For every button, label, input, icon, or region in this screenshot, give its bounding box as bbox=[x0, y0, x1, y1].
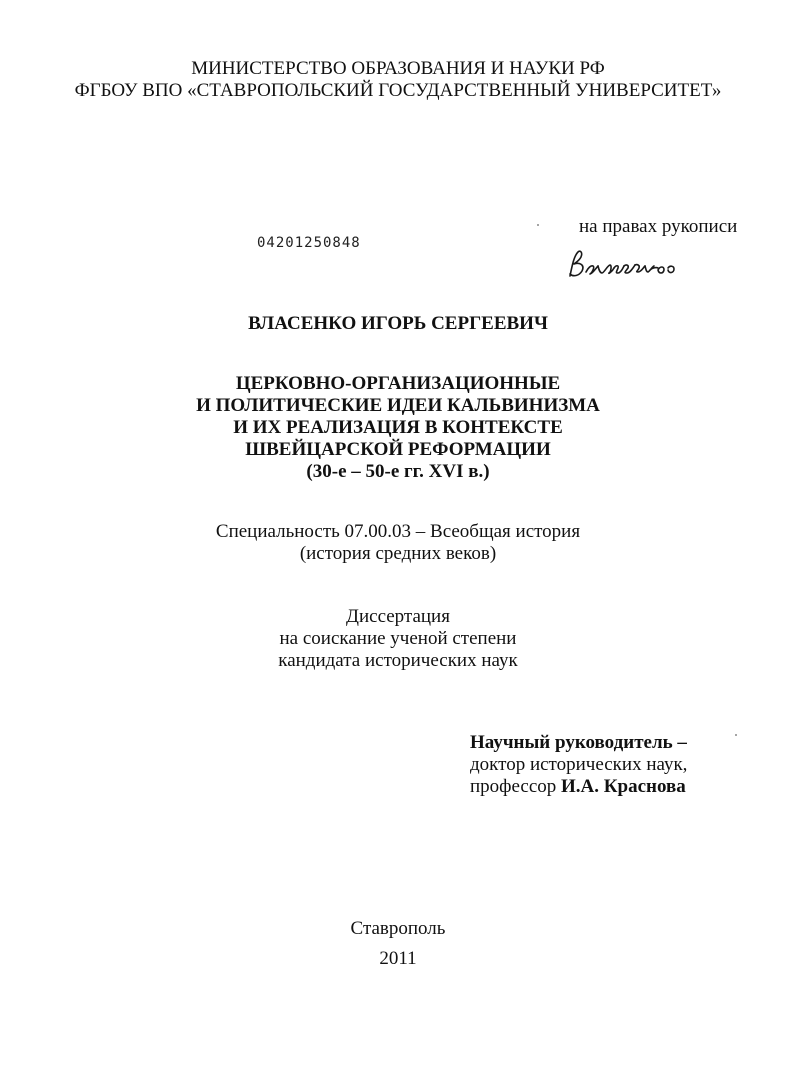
specialty-subline: (история средних веков) bbox=[299, 543, 497, 564]
dissertation-field-line: кандидата исторических наук bbox=[278, 650, 518, 671]
speck-dot bbox=[537, 224, 539, 226]
speck-dot-2 bbox=[735, 734, 737, 736]
author-name: ВЛАСЕНКО ИГОРЬ СЕРГЕЕВИЧ bbox=[248, 313, 548, 334]
city: Ставрополь bbox=[350, 918, 446, 939]
dissertation-label: Диссертация bbox=[346, 606, 450, 627]
title-line-4: ШВЕЙЦАРСКОЙ РЕФОРМАЦИИ bbox=[245, 439, 551, 460]
specialty-line: Специальность 07.00.03 – Всеобщая история bbox=[215, 521, 581, 542]
ministry-header: МИНИСТЕРСТВО ОБРАЗОВАНИЯ И НАУКИ РФ bbox=[191, 58, 605, 79]
supervisor-degree: доктор исторических наук, bbox=[470, 754, 688, 775]
supervisor-name: И.А. Краснова bbox=[561, 776, 686, 797]
supervisor-label: Научный руководитель – bbox=[470, 732, 687, 753]
supervisor-title: профессор bbox=[470, 776, 557, 797]
title-period: (30-е – 50-е гг. XVI в.) bbox=[306, 461, 490, 482]
title-line-3: И ИХ РЕАЛИЗАЦИЯ В КОНТЕКСТЕ bbox=[233, 417, 563, 438]
signature-image bbox=[566, 246, 692, 284]
university-header: ФГБОУ ВПО «СТАВРОПОЛЬСКИЙ ГОСУДАРСТВЕННЫЙ УНИВЕРСИТЕТ» bbox=[74, 80, 722, 101]
stamp-number: 04201250848 bbox=[257, 235, 361, 251]
dissertation-degree-line: на соискание ученой степени bbox=[279, 628, 517, 649]
title-line-2: И ПОЛИТИЧЕСКИЕ ИДЕИ КАЛЬВИНИЗМА bbox=[196, 395, 600, 416]
supervisor-line bbox=[470, 776, 686, 798]
manuscript-note: на правах рукописи bbox=[579, 216, 738, 237]
title-line-1: ЦЕРКОВНО-ОРГАНИЗАЦИОННЫЕ bbox=[235, 373, 561, 394]
year: 2011 bbox=[379, 948, 417, 969]
